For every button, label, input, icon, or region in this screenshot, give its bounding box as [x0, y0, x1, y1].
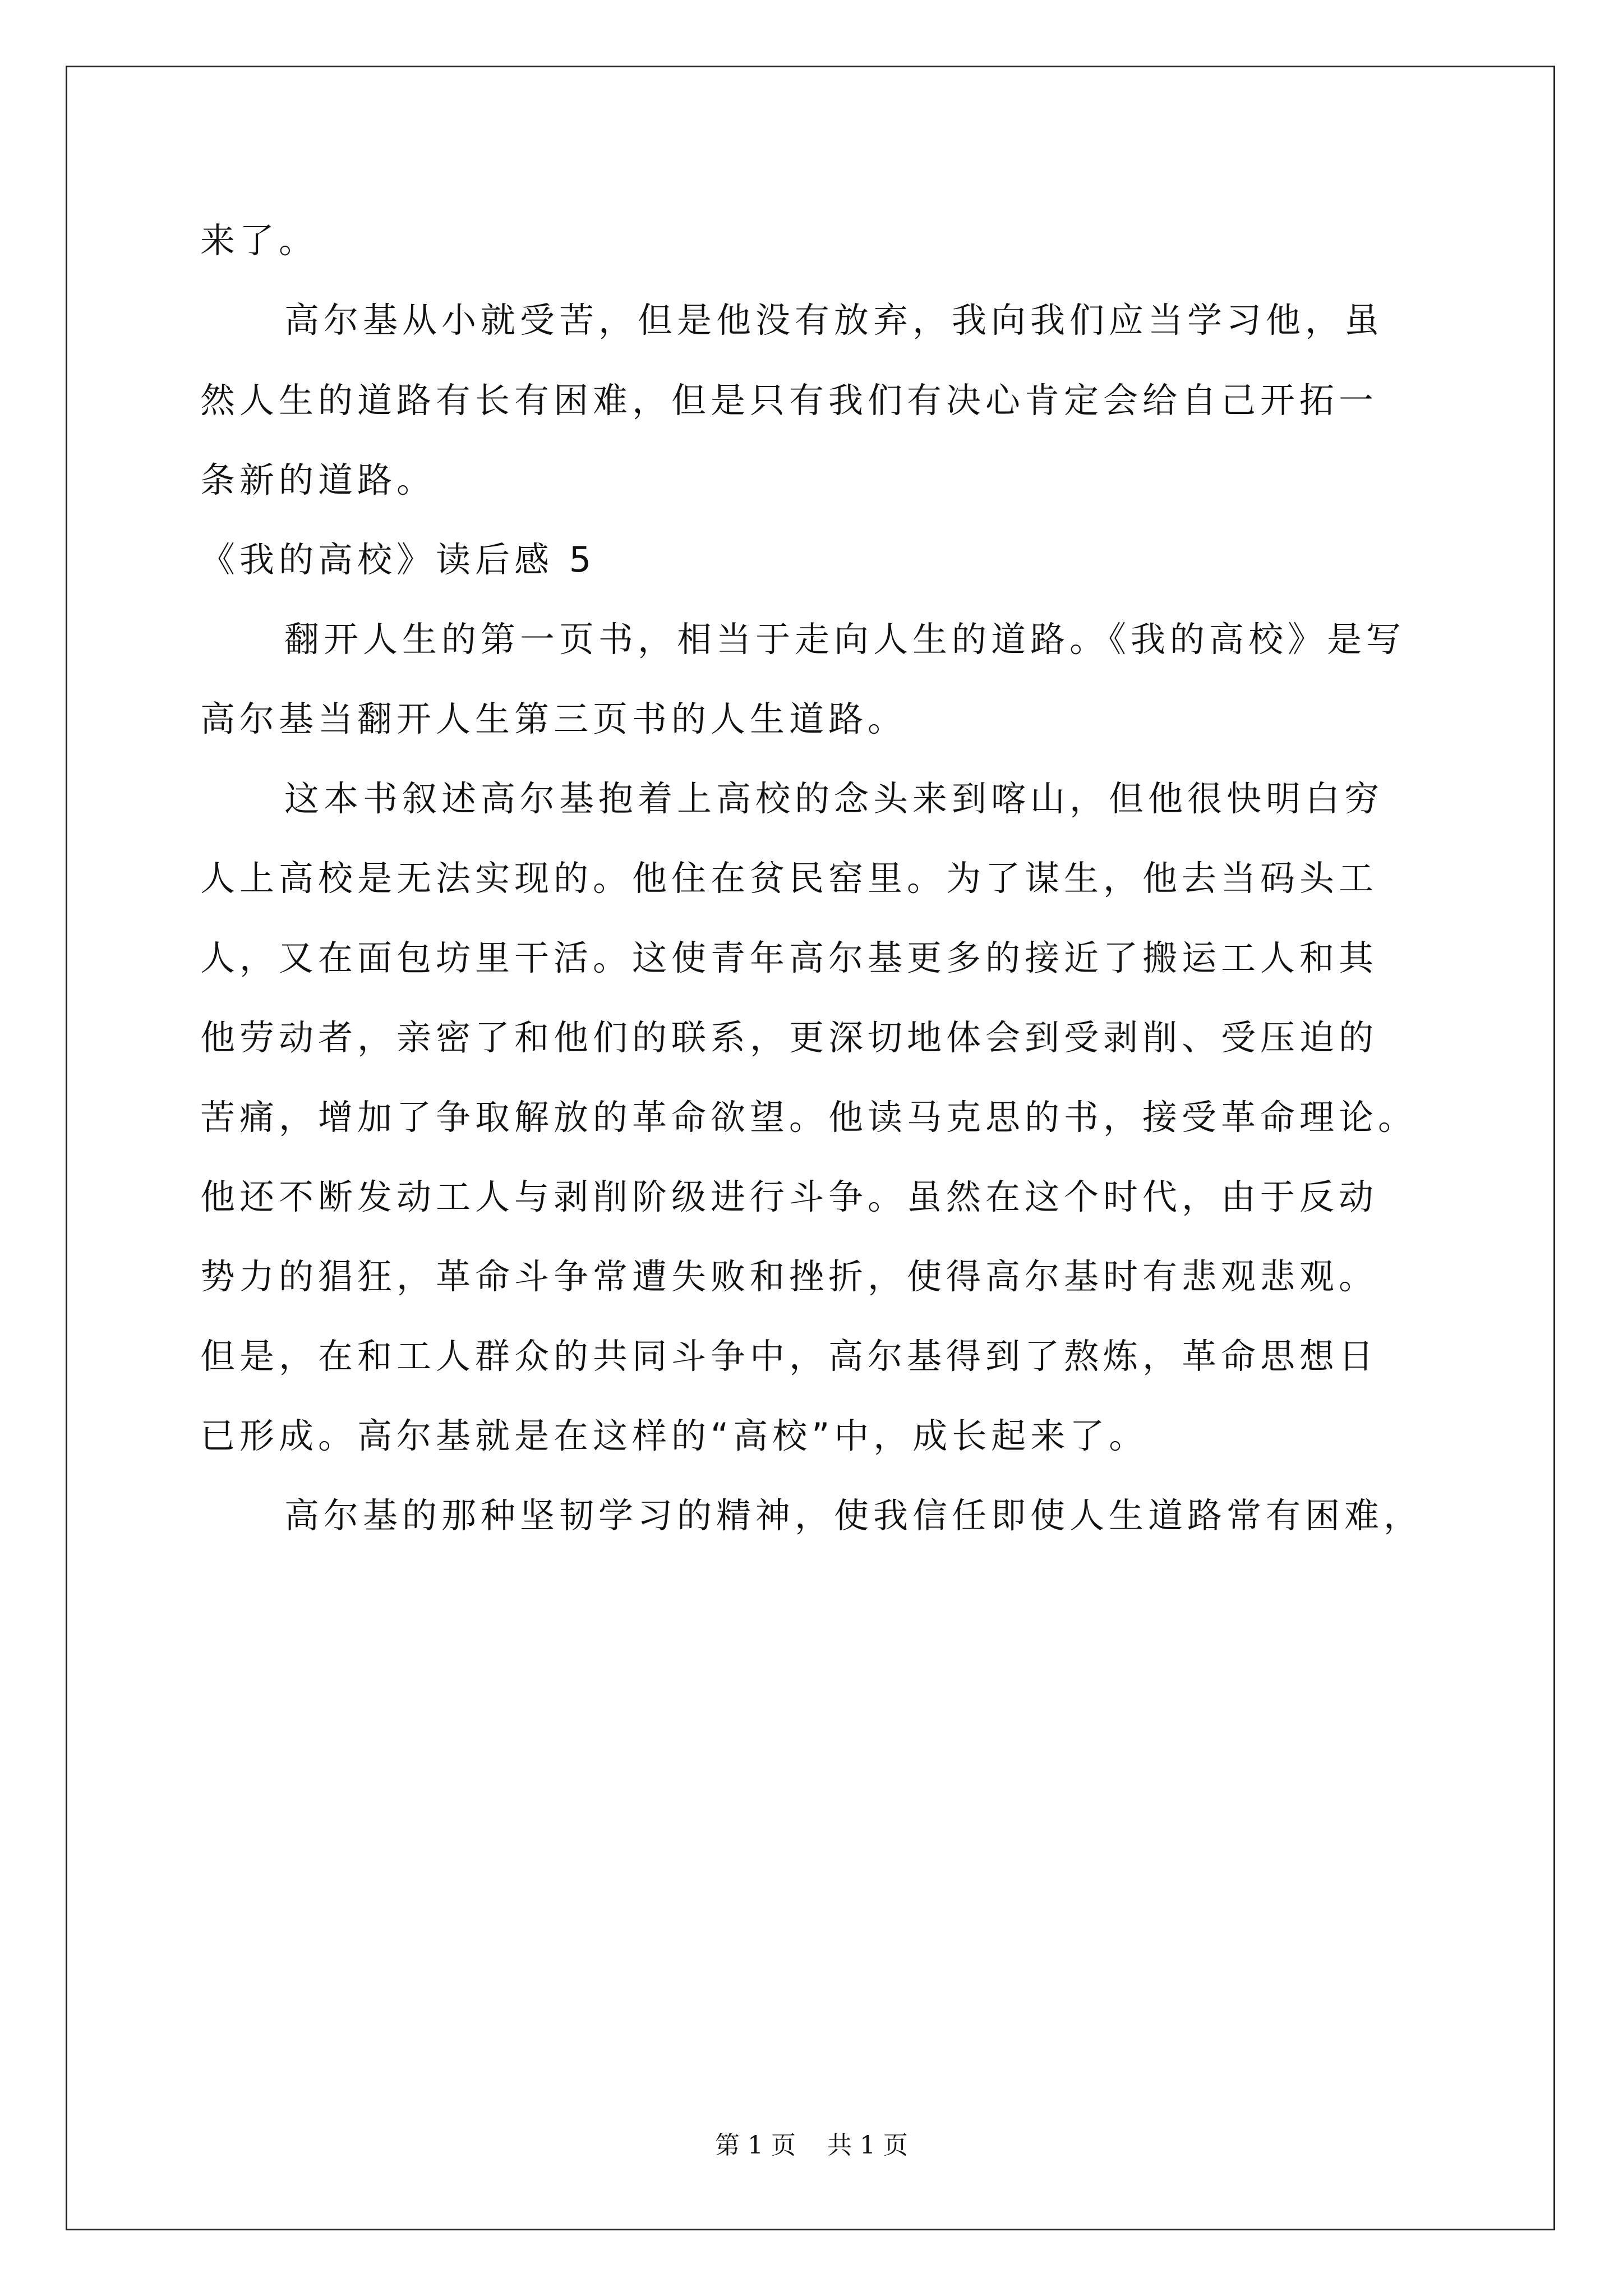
- text-line: 然人生的道路有长有困难，但是只有我们有决心肯定会给自己开拓一: [200, 380, 1378, 421]
- text-line: 势力的猖狂，革命斗争常遭失败和挫折，使得高尔基时有悲观悲观。: [200, 1256, 1378, 1297]
- page-number-footer: 第 1 页 共 1 页: [715, 2131, 908, 2160]
- text-line: 已形成。高尔基就是在这样的“高校”中，成长起来了。: [200, 1415, 1149, 1456]
- paragraph-first-line: 翻开人生的第一页书，相当于走向人生的道路。《我的高校》是写: [284, 619, 1406, 660]
- paragraph-first-line: 这本书叙述高尔基抱着上高校的念头来到喀山，但他很快明白穷: [284, 778, 1384, 819]
- text-line: 高尔基当翻开人生第三页书的人生道路。: [200, 698, 907, 739]
- text-line: 条新的道路。: [200, 459, 436, 500]
- paragraph-first-line: 高尔基的那种坚韧学习的精神，使我信任即使人生道路常有困难，: [284, 1495, 1423, 1536]
- text-line: 他还不断发动工人与剥削阶级进行斗争。虽然在这个时代，由于反动: [200, 1176, 1378, 1217]
- text-line: 人，又在面包坊里干活。这使青年高尔基更多的接近了搬运工人和其: [200, 937, 1378, 978]
- text-line: 来了。: [200, 220, 319, 261]
- text-line: 他劳动者，亲密了和他们的联系，更深切地体会到受剥削、受压迫的: [200, 1017, 1378, 1058]
- paragraph-first-line: 高尔基从小就受苦，但是他没有放弃，我向我们应当学习他，虽: [284, 300, 1384, 341]
- section-heading: 《我的高校》读后感 5: [200, 539, 596, 580]
- text-line: 但是，在和工人群众的共同斗争中，高尔基得到了熬炼，革命思想日: [200, 1336, 1378, 1377]
- text-line: 人上高校是无法实现的。他住在贫民窑里。为了谋生，他去当码头工: [200, 858, 1378, 899]
- text-line: 苦痛，增加了争取解放的革命欲望。他读马克思的书，接受革命理论。: [200, 1097, 1418, 1138]
